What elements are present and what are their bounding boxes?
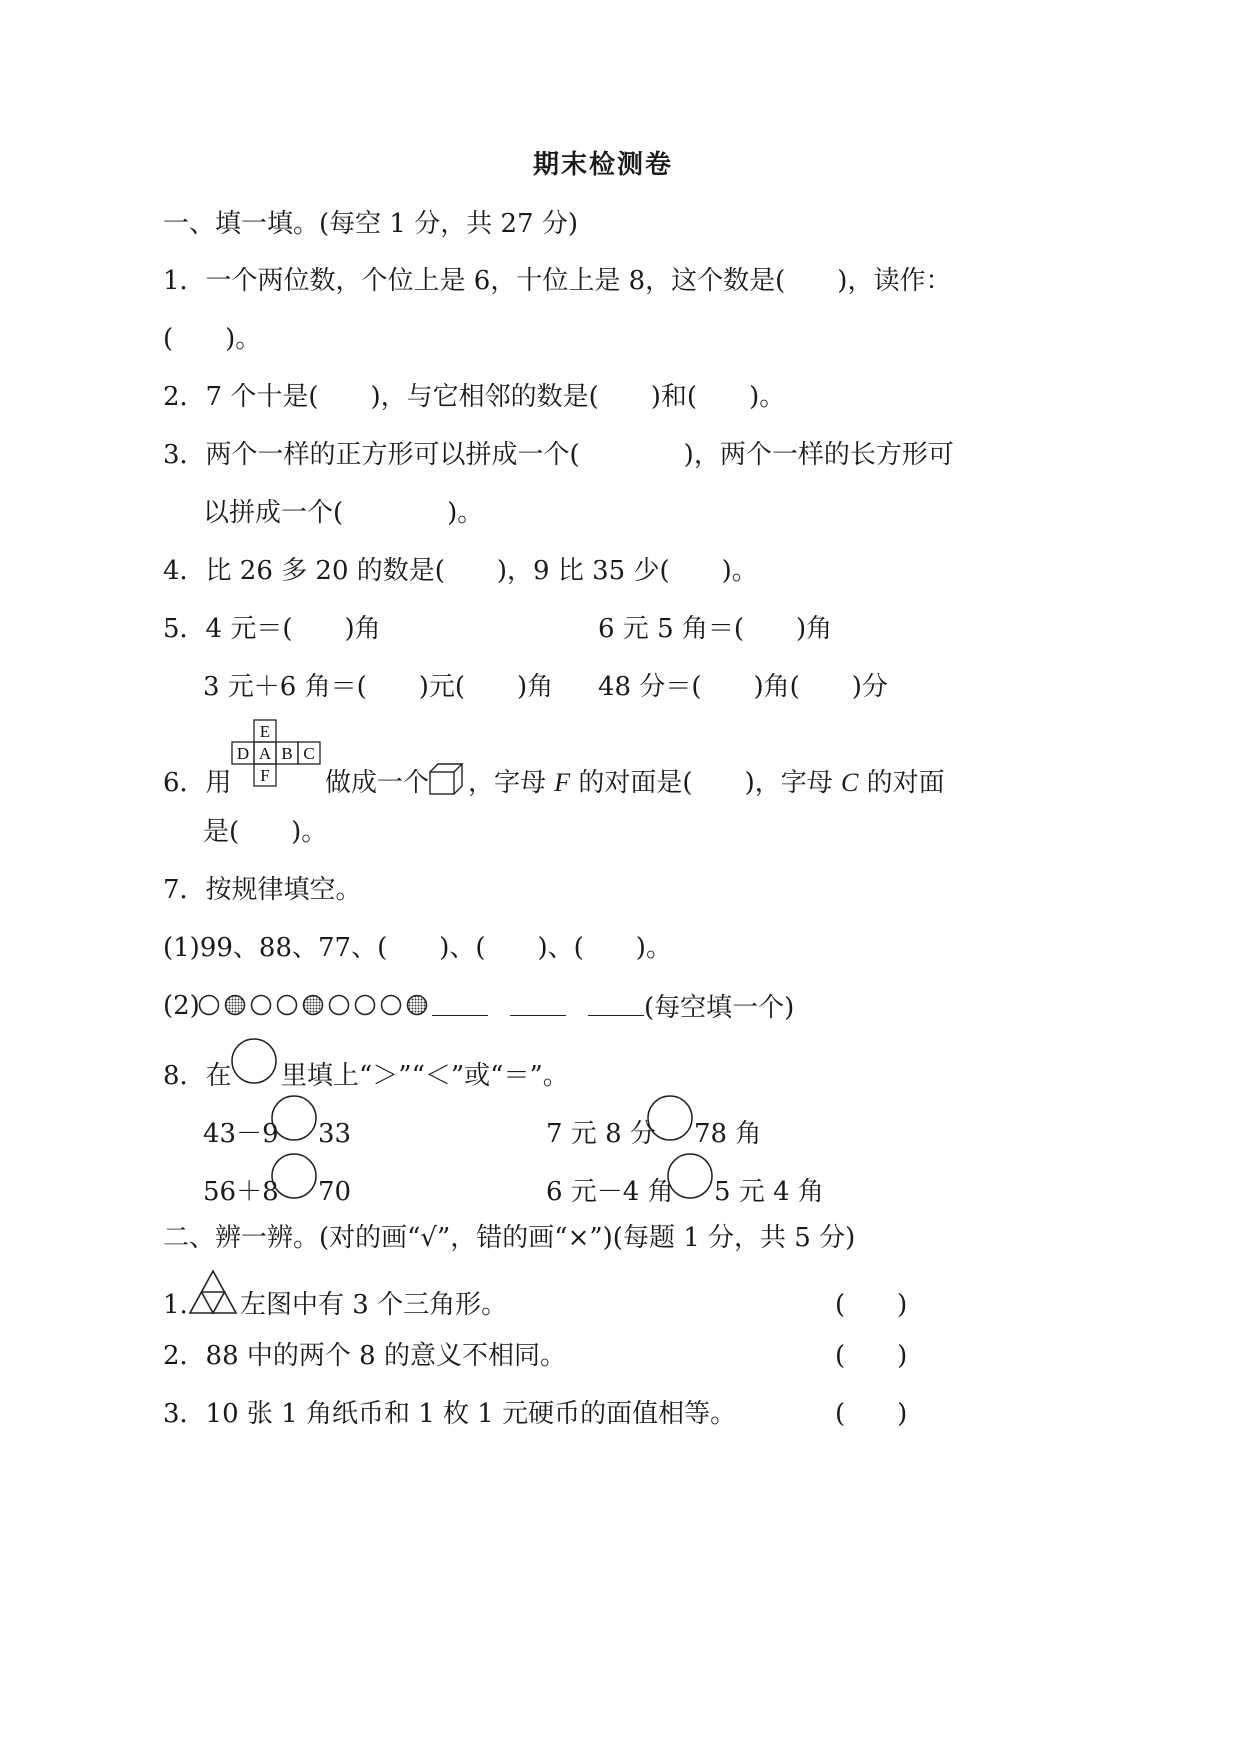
answer-blank-2[interactable]	[510, 989, 566, 1016]
q5-item-a: 5．4 元＝( )角	[163, 614, 381, 644]
s2-q1-text: 左图中有 3 个三角形。	[240, 1290, 508, 1320]
net-letter-e: E	[259, 722, 271, 741]
q6-rest-c: 的对面	[858, 768, 945, 798]
q6-rest-b: 的对面是( )，字母	[570, 768, 841, 798]
q4-text: 4．比 26 多 20 的数是( )，9 比 35 少( )。	[163, 556, 758, 586]
q6-line2: 是( )。	[203, 817, 328, 847]
q8-suffix: 里填上“＞”“＜”或“＝”。	[281, 1061, 569, 1091]
s2-q2-answer-bracket[interactable]: ( )	[835, 1341, 908, 1371]
compare-circle-icon	[229, 1037, 281, 1087]
empty-circle	[356, 996, 375, 1015]
s2-q2-text: 2．88 中的两个 8 的意义不相同。	[163, 1341, 566, 1371]
empty-circle	[252, 996, 271, 1015]
q8-b-right: 78 角	[694, 1119, 762, 1149]
s2-q3-answer-bracket[interactable]: ( )	[835, 1399, 908, 1429]
circle-pattern	[198, 992, 434, 1018]
section1-header: 一、填一填。(每空 1 分，共 27 分)	[163, 209, 578, 239]
q2-text: 2．7 个十是( )，与它相邻的数是( )和( )。	[163, 382, 786, 412]
net-letter-c: C	[303, 744, 315, 763]
s2-q1-prefix: 1.	[163, 1290, 188, 1320]
empty-circle	[382, 996, 401, 1015]
cube-net-figure	[229, 719, 327, 791]
q7-1-text: (1)99、88、77、( )、( )、( )。	[163, 933, 672, 963]
answer-blank-3[interactable]	[588, 989, 644, 1016]
q8-c-left: 56＋8	[203, 1177, 279, 1207]
q8-c-answer-circle[interactable]	[270, 1152, 320, 1202]
shaded-circle	[408, 996, 427, 1015]
q8-c-right: 70	[318, 1177, 352, 1207]
triangle-figure	[188, 1269, 238, 1315]
q8-a-left: 43－9	[203, 1119, 279, 1149]
shaded-circle	[304, 996, 323, 1015]
page-title: 期末检测卷	[533, 150, 674, 180]
q1-line1: 1．一个两位数，个位上是 6，十位上是 8，这个数是( )，读作：	[163, 266, 952, 296]
q5-item-c: 3 元＋6 角＝( )元( )角	[203, 672, 554, 702]
q3-line1: 3．两个一样的正方形可以拼成一个( )，两个一样的长方形可	[163, 440, 954, 470]
net-letter-f: F	[260, 766, 270, 785]
cube-icon	[428, 762, 466, 796]
q8-d-left: 6 元－4 角	[546, 1177, 674, 1207]
s2-q1-answer-bracket[interactable]: ( )	[835, 1290, 908, 1320]
net-letter-b: B	[281, 744, 293, 763]
q7-text: 7．按规律填空。	[163, 875, 362, 905]
q8-prefix: 8．在	[163, 1061, 232, 1091]
net-letter-d: D	[236, 744, 250, 763]
empty-circle	[200, 996, 219, 1015]
q8-b-left: 7 元 8 分	[546, 1119, 656, 1149]
q5-item-b: 6 元 5 角＝( )角	[598, 614, 833, 644]
empty-circle	[278, 996, 297, 1015]
q7-2-prefix: (2)	[163, 991, 200, 1021]
q6-rest-a: ，字母	[468, 768, 555, 798]
q7-2-answer-blanks	[432, 989, 794, 1025]
q8-d-answer-circle[interactable]	[666, 1152, 716, 1202]
empty-circle	[330, 996, 349, 1015]
s2-q3-text: 3．10 张 1 角纸币和 1 枚 1 元硬币的面值相等。	[163, 1399, 737, 1429]
net-letter-a: A	[258, 744, 272, 763]
section2-header: 二、辨一辨。(对的画“√”，错的画“×”)(每题 1 分，共 5 分)	[163, 1223, 856, 1253]
q3-line2: 以拼成一个( )。	[203, 498, 484, 528]
q8-a-answer-circle[interactable]	[270, 1094, 320, 1144]
answer-blank-1[interactable]	[432, 989, 488, 1016]
q6-prefix: 6．用	[163, 768, 232, 798]
q6-mid: 做成一个	[325, 768, 430, 798]
q8-b-answer-circle[interactable]	[646, 1094, 696, 1144]
q8-a-right: 33	[318, 1119, 352, 1149]
shaded-circle	[226, 996, 245, 1015]
q7-2-suffix: (每空填一个)	[644, 993, 795, 1023]
q1-line2: ( )。	[163, 324, 262, 354]
q6-letter-c: C	[840, 768, 859, 797]
q8-d-right: 5 元 4 角	[714, 1177, 824, 1207]
q6-letter-f: F	[554, 768, 571, 797]
q5-item-d: 48 分＝( )角( )分	[598, 672, 888, 702]
q6-rest	[468, 766, 945, 800]
